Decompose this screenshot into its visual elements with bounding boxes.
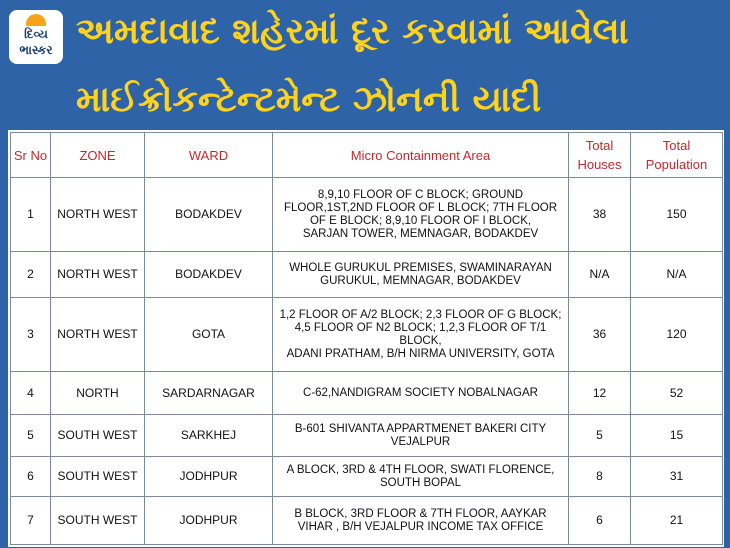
cell-houses: 6 bbox=[569, 497, 631, 545]
header-area: Micro Containment Area bbox=[273, 133, 569, 178]
cell-area bbox=[273, 252, 569, 298]
cell-houses: 38 bbox=[569, 178, 631, 252]
cell-population: 52 bbox=[631, 372, 723, 415]
cell-ward: BODAKDEV bbox=[145, 178, 273, 252]
cell-ward: GOTA bbox=[145, 298, 273, 372]
header-banner bbox=[0, 0, 730, 132]
table-row bbox=[11, 415, 723, 457]
sun-icon bbox=[26, 14, 46, 26]
table-row bbox=[11, 298, 723, 372]
cell-sr: 5 bbox=[11, 415, 51, 457]
cell-ward: JODHPUR bbox=[145, 497, 273, 545]
cell-sr: 7 bbox=[11, 497, 51, 545]
containment-zone-table bbox=[10, 132, 723, 545]
page-title-line1: અમદાવાદ શહેરમાં દૂર કરવામાં આવેલા bbox=[76, 11, 629, 52]
cell-zone: NORTH bbox=[51, 372, 145, 415]
cell-houses: 5 bbox=[569, 415, 631, 457]
area-line: 1,2 FLOOR OF A/2 BLOCK; 2,3 FLOOR OF G BLOCK; 4,5 FLOOR OF N2 BLOCK; 1,2,3 FLOOR OF T/1 BLOCK, bbox=[279, 308, 562, 347]
cell-area bbox=[273, 497, 569, 545]
page-title-line2: માઈક્રોકન્ટેન્ટમેન્ટ ઝોનની યાદી bbox=[76, 79, 542, 120]
area-line: 8,9,10 FLOOR OF C BLOCK; GROUND FLOOR,1ST,2ND FLOOR OF L BLOCK; 7TH FLOOR OF E BLOCK; 8,9,10 FLOOR OF I BLOCK, bbox=[283, 188, 558, 227]
cell-area bbox=[273, 415, 569, 457]
table-header-row bbox=[11, 133, 723, 178]
area-line: C-62,NANDIGRAM SOCIETY NOBALNAGAR bbox=[303, 386, 538, 399]
area-line: A BLOCK, 3RD & 4TH FLOOR, SWATI FLORENCE, SOUTH BOPAL bbox=[286, 463, 555, 489]
cell-area bbox=[273, 298, 569, 372]
cell-population: 15 bbox=[631, 415, 723, 457]
table-row bbox=[11, 178, 723, 252]
cell-zone: SOUTH WEST bbox=[51, 415, 145, 457]
header-sr-no: Sr No bbox=[11, 133, 51, 178]
cell-zone: SOUTH WEST bbox=[51, 457, 145, 497]
cell-houses: N/A bbox=[569, 252, 631, 298]
area-line: SARJAN TOWER, MEMNAGAR, BODAKDEV bbox=[302, 227, 539, 240]
cell-ward: BODAKDEV bbox=[145, 252, 273, 298]
cell-ward: SARKHEJ bbox=[145, 415, 273, 457]
cell-ward: JODHPUR bbox=[145, 457, 273, 497]
area-line: ADANI PRATHAM, B/H NIRMA UNIVERSITY, GOTA bbox=[286, 347, 555, 360]
divya-bhaskar-logo bbox=[9, 10, 63, 64]
area-line: B-601 SHIVANTA APPARTMENET BAKERI CITY VEJALPUR bbox=[294, 422, 547, 448]
cell-ward: SARDARNAGAR bbox=[145, 372, 273, 415]
table-row bbox=[11, 457, 723, 497]
table-container bbox=[8, 130, 724, 547]
cell-population: N/A bbox=[631, 252, 723, 298]
logo-text-line1: દિવ્ય bbox=[24, 27, 48, 41]
table-row bbox=[11, 372, 723, 415]
cell-population: 150 bbox=[631, 178, 723, 252]
cell-zone: NORTH WEST bbox=[51, 178, 145, 252]
area-line: WHOLE GURUKUL PREMISES, SWAMINARAYAN GURUKUL, MEMNAGAR, BODAKDEV bbox=[289, 261, 552, 287]
header-zone: ZONE bbox=[51, 133, 145, 178]
table-row bbox=[11, 252, 723, 298]
cell-sr: 6 bbox=[11, 457, 51, 497]
cell-sr: 1 bbox=[11, 178, 51, 252]
cell-area bbox=[273, 457, 569, 497]
header-total-population: Total Population bbox=[631, 133, 723, 178]
header-ward: WARD bbox=[145, 133, 273, 178]
table-row bbox=[11, 497, 723, 545]
cell-population: 21 bbox=[631, 497, 723, 545]
cell-area bbox=[273, 178, 569, 252]
cell-sr: 4 bbox=[11, 372, 51, 415]
cell-houses: 8 bbox=[569, 457, 631, 497]
cell-sr: 2 bbox=[11, 252, 51, 298]
cell-zone: NORTH WEST bbox=[51, 252, 145, 298]
cell-population: 120 bbox=[631, 298, 723, 372]
cell-sr: 3 bbox=[11, 298, 51, 372]
logo-text-line2: ભાસ્કર bbox=[19, 43, 53, 57]
cell-houses: 36 bbox=[569, 298, 631, 372]
cell-zone: SOUTH WEST bbox=[51, 497, 145, 545]
cell-area bbox=[273, 372, 569, 415]
cell-houses: 12 bbox=[569, 372, 631, 415]
cell-population: 31 bbox=[631, 457, 723, 497]
header-total-houses: Total Houses bbox=[569, 133, 631, 178]
cell-zone: NORTH WEST bbox=[51, 298, 145, 372]
area-line: B BLOCK, 3RD FLOOR & 7TH FLOOR, AAYKAR VIHAR , B/H VEJALPUR INCOME TAX OFFICE bbox=[294, 507, 547, 533]
